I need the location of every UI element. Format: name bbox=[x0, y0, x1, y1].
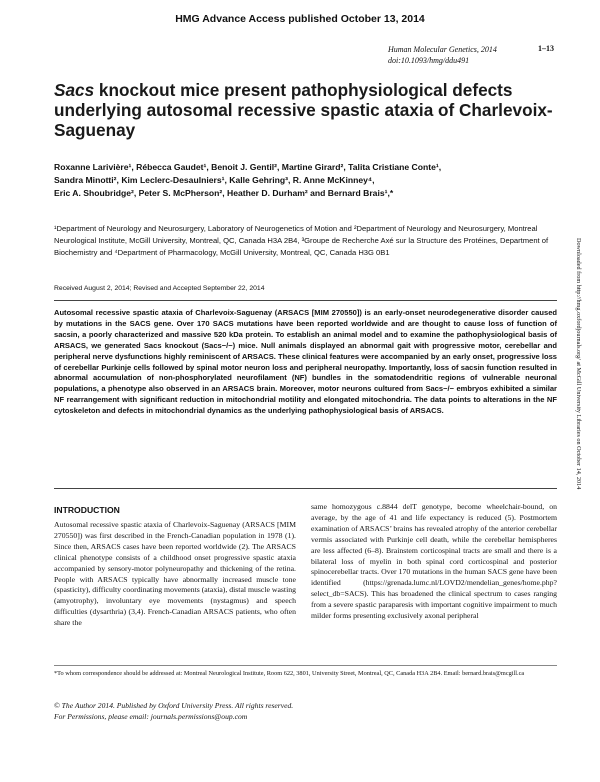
author-line: Eric A. Shoubridge², Peter S. McPherson², Heather D. Durham² and Bernard Brais¹,* bbox=[54, 188, 394, 198]
doi-line: doi:10.1093/hmg/ddu491 bbox=[388, 56, 470, 65]
abstract: Autosomal recessive spastic ataxia of Charlevoix-Saguenay (ARSACS [MIM 270550]) is an early-onset neurodegenerative disorder caused by mutations in the SACS gene. Over 170 SACS mutations have been reported worldwide and are thought to cause loss of function of sacsin, a poorly characterized and massive 520 kDa protein. To establish an animal model and to examine the pathophysiological basis of ARSACS, we generated Sacs knockout (Sacs−/−) mice. Null animals displayed an abnormal gait with progressive motor, cerebellar and peripheral nerve dysfunctions highly reminiscent of ARSACS. These clinical features were accompanied by an early onset, progressive loss of cerebellar Purkinje cells followed by spinal motor neuron loss and peripheral neuropathy. Importantly, loss of sacsin function resulted in abnormal accumulation of non-phosphorylated neurofilament (NF) bundles in the somatodendritic regions of vulnerable neuronal populations, a phenotype also observed in an ARSACS brain. Moreover, motor neurons cultured from Sacs−/− embryos exhibited a similar NF rearrangement with significant reduction in mitochondrial motility and elongated mitochondria. The data points to alterations in the NF cytoskeleton and defects in mitochondrial dynamics as the underlying pathophysiological basis of ARSACS. bbox=[54, 308, 557, 416]
author-line: Sandra Minotti², Kim Leclerc-Desaulniers¹, Kalle Gehring³, R. Anne McKinney⁴, bbox=[54, 175, 375, 185]
received-dates: Received August 2, 2014; Revised and Accepted September 22, 2014 bbox=[54, 285, 265, 292]
article-title bbox=[54, 80, 554, 140]
title-rest: knockout mice present pathophysiological defects underlying autosomal recessive spastic ataxia of Charlevoix-Saguenay bbox=[54, 80, 553, 140]
download-watermark-text: Downloaded from http://hmg.oxfordjournals.org/ at McGill University Libraries on October 14, 2014 bbox=[575, 238, 582, 490]
divider bbox=[54, 300, 557, 301]
author-line: Roxanne Larivière¹, Rébecca Gaudet¹, Benoit J. Gentil², Martine Girard², Talita Cristiane Conte¹, bbox=[54, 162, 442, 172]
section-heading: INTRODUCTION bbox=[54, 505, 120, 515]
journal-citation bbox=[388, 44, 497, 66]
affiliations: ¹Department of Neurology and Neurosurgery, Laboratory of Neurogenetics of Motion and ²Department of Neurology and Neurosurgery, Montreal Neurological Institute, McGill University, Montreal, QC, Canada H3A 2B4, ³Groupe de Recherche Axé sur la Structure des Protéines, Department of Biochemistry and ⁴Department of Pharmacology, McGill University, Montreal, QC, Canada H3G 0B1 bbox=[54, 224, 549, 257]
correspondence-footnote: *To whom correspondence should be addressed at: Montreal Neurological Institute, Room 622, 3801, University Street, Montreal, QC, Canada H3A 2B4. Email: bernard.brais@mcgill.ca bbox=[54, 670, 525, 677]
author-list bbox=[54, 161, 564, 200]
permissions-line: For Permissions, please email: journals.permissions@oup.com bbox=[54, 712, 248, 721]
download-watermark bbox=[572, 238, 582, 658]
divider bbox=[54, 665, 557, 666]
body-column-left: Autosomal recessive spastic ataxia of Charlevoix-Saguenay (ARSACS [MIM 270550]) was first described in the French-Canadian population in 1978 (1). Since then, ARSACS cases have been reported worldwide (2). The ARSACS clinical phenotype consists of a childhood onset progressive spastic ataxia accompanied by sensory-motor polyneuropathy and thickening of the retina. People with ARSACS typically have abnormally increased muscle tone (spasticity), difficulty coordinating movements (ataxia), distal muscle wasting (amyotrophy), involuntary eye movements (nystagmus) and speech difficulties (dysarthria) (3,4). French-Canadian ARSACS patients, who often share the bbox=[54, 520, 296, 628]
title-gene: Sacs bbox=[54, 80, 95, 100]
copyright-notice bbox=[54, 700, 557, 722]
copyright-line: © The Author 2014. Published by Oxford University Press. All rights reserved. bbox=[54, 701, 294, 710]
advance-access-banner: HMG Advance Access published October 13, 2014 bbox=[175, 13, 425, 25]
divider bbox=[54, 488, 557, 489]
body-column-right: same homozygous c.8844 delT genotype, become wheelchair-bound, on average, by the age of 41 and life expectancy is reduced (5). Postmortem examination of ARSACS’ brains has revealed atrophy of the anterior cerebellar vermis associated with Purkinje cell death, while the cerebellar hemispheres are less affected (6–8). Brainstem corticospinal tracts are small and there is a bilateral loss of myelin in both spinal cord corticospinal and posterior spinocerebellar tracts. Over 170 mutations in the human SACS gene have been identified (https://grenada.lumc.nl/LOVD2/mendelian_genes/home.php?select_db=SACS). This has broadened the clinical spectrum to cases ranging from a severe spastic paraparesis with important cognitive impairment to much milder forms presenting exclusively axonal peripheral bbox=[311, 502, 557, 621]
journal-line: Human Molecular Genetics, 2014 bbox=[388, 45, 497, 54]
page-range: 1–13 bbox=[538, 44, 554, 53]
